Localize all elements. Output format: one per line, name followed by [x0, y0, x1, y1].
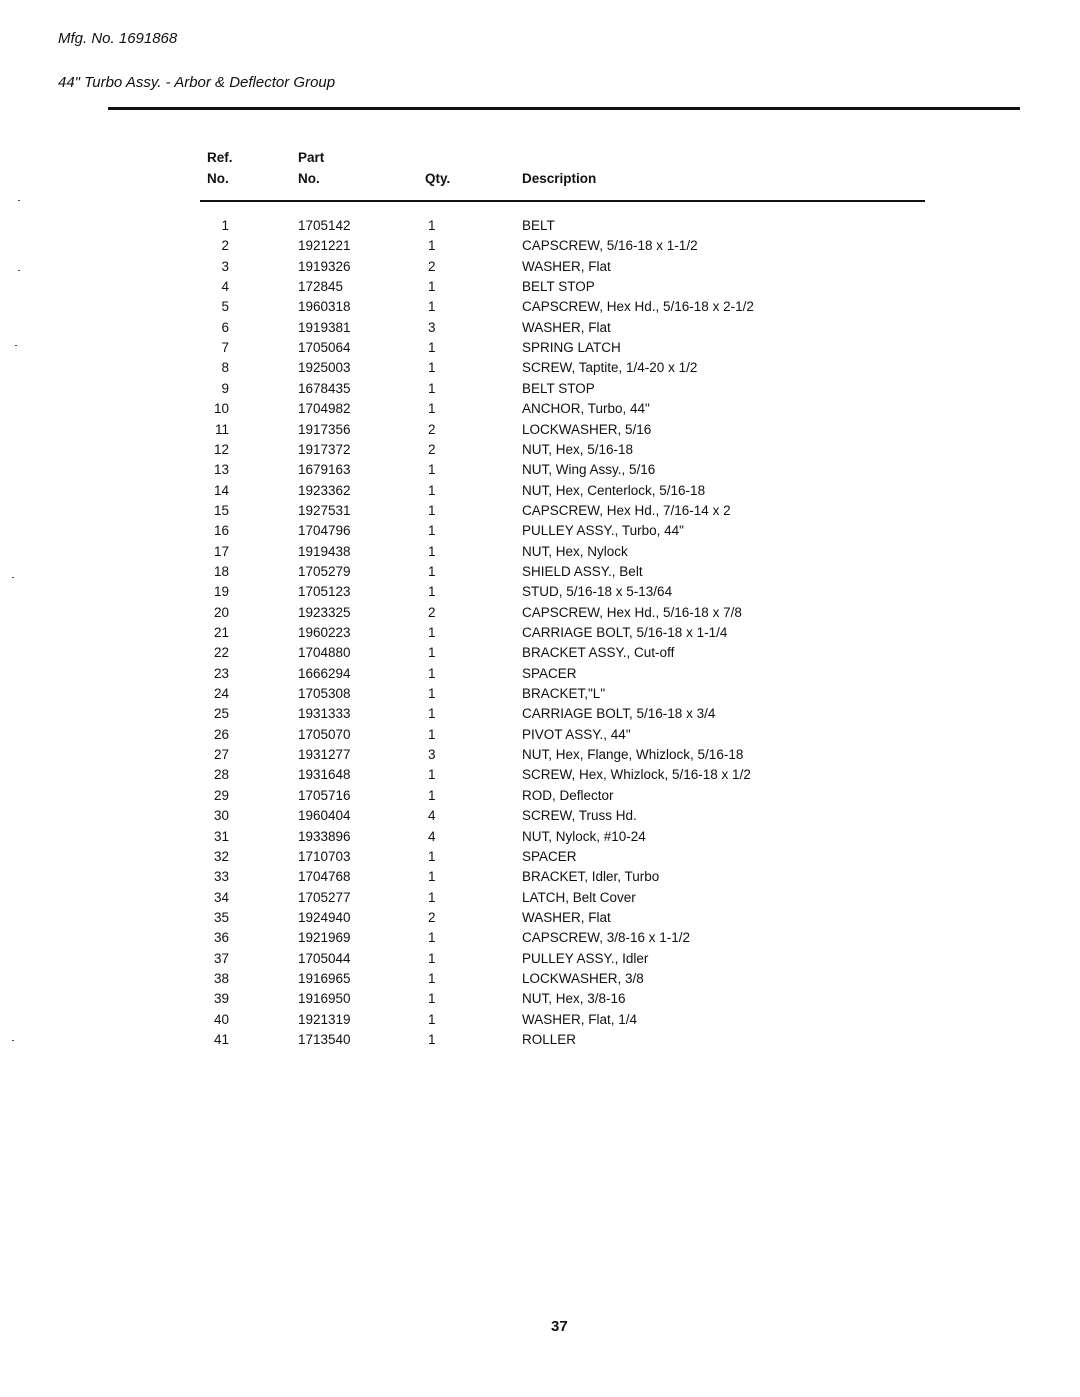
quantity: 1	[428, 584, 436, 600]
part-number: 1710703	[298, 848, 351, 864]
part-number: 1960223	[298, 625, 351, 640]
page-number: 37	[551, 1318, 568, 1335]
quantity: 1	[428, 889, 436, 905]
part-number: 1679163	[298, 462, 351, 478]
description: STUD, 5/16-18 x 5-13/64	[522, 584, 673, 600]
quantity: 2	[428, 604, 436, 620]
description: WASHER, Flat	[522, 258, 611, 274]
part-number: 1666294	[298, 665, 351, 681]
description: SCREW, Truss Hd.	[522, 808, 637, 824]
part-number: 1705142	[298, 218, 351, 233]
description: PULLEY ASSY., Turbo, 44"	[522, 523, 684, 539]
part-number: 1705277	[298, 889, 351, 905]
quantity: 1	[428, 645, 436, 661]
quantity: 1	[428, 543, 436, 559]
table-row	[0, 462, 1080, 482]
quantity: 1	[428, 950, 436, 966]
quantity: 1	[428, 930, 436, 946]
part-number: 1916950	[298, 991, 351, 1007]
quantity: 2	[428, 258, 436, 274]
scan-mark	[18, 200, 20, 201]
table-row	[0, 442, 1080, 462]
quantity: 1	[428, 726, 436, 742]
col-part-label: Part	[298, 150, 325, 165]
table-row	[0, 259, 1080, 279]
description: NUT, Wing Assy., 5/16	[522, 462, 656, 478]
table-row	[0, 808, 1080, 828]
quantity: 1	[428, 563, 436, 579]
ref-number: 10	[213, 401, 229, 417]
description: LOCKWASHER, 5/16	[522, 421, 652, 437]
quantity: 1	[428, 767, 436, 783]
scan-mark	[12, 577, 14, 578]
quantity: 1	[428, 279, 436, 295]
description: CAPSCREW, Hex Hd., 5/16-18 x 2-1/2	[522, 299, 754, 315]
part-number: 1927531	[298, 502, 351, 518]
part-number: 1933896	[298, 828, 351, 844]
quantity: 1	[428, 665, 436, 681]
ref-number: 7	[221, 340, 229, 356]
ref-number: 22	[213, 645, 229, 661]
quantity: 2	[428, 909, 436, 925]
ref-number: 25	[213, 706, 229, 722]
table-row	[0, 564, 1080, 584]
description: BRACKET ASSY., Cut-off	[522, 645, 675, 661]
quantity: 1	[428, 502, 436, 518]
part-number: 172845	[298, 279, 344, 295]
description: WASHER, Flat	[522, 319, 611, 335]
description: CAPSCREW, 3/8-16 x 1-1/2	[522, 930, 691, 946]
quantity: 4	[428, 828, 436, 844]
ref-number: 33	[213, 869, 229, 885]
description: BELT STOP	[522, 380, 595, 396]
quantity: 3	[428, 319, 436, 335]
table-row	[0, 849, 1080, 869]
part-number: 1919381	[298, 319, 351, 335]
quantity: 1	[428, 625, 436, 640]
ref-number: 26	[213, 726, 229, 742]
part-number: 1924940	[298, 909, 351, 925]
description: SHIELD ASSY., Belt	[522, 563, 643, 579]
part-number: 1704982	[298, 401, 351, 417]
ref-number: 40	[213, 1011, 229, 1027]
part-number: 1931648	[298, 767, 351, 783]
ref-number: 35	[213, 909, 229, 925]
col-qty-label: Qty.	[425, 171, 451, 186]
ref-number: 13	[213, 462, 229, 478]
ref-number: 24	[213, 686, 229, 702]
table-row	[0, 1032, 1080, 1052]
ref-number: 12	[213, 441, 229, 457]
ref-number: 19	[213, 584, 229, 600]
col-part-label-2: No.	[298, 171, 320, 186]
table-row	[0, 869, 1080, 889]
table-row	[0, 686, 1080, 706]
table-row	[0, 544, 1080, 564]
table-row	[0, 279, 1080, 299]
table-row	[0, 238, 1080, 258]
description: BRACKET, Idler, Turbo	[522, 869, 660, 885]
table-row	[0, 299, 1080, 319]
description: SCREW, Taptite, 1/4-20 x 1/2	[522, 360, 698, 376]
ref-number: 31	[213, 828, 229, 844]
part-number: 1705308	[298, 686, 351, 702]
part-number: 1704880	[298, 645, 351, 661]
table-row	[0, 930, 1080, 950]
ref-number: 5	[221, 299, 229, 315]
ref-number: 11	[214, 421, 229, 437]
quantity: 1	[428, 706, 436, 722]
description: NUT, Hex, 5/16-18	[522, 441, 634, 457]
ref-number: 15	[213, 502, 229, 518]
quantity: 1	[428, 848, 436, 864]
ref-number: 32	[213, 848, 229, 864]
part-number: 1705123	[298, 584, 351, 600]
description: BELT STOP	[522, 279, 595, 295]
col-ref-label-2: No.	[207, 171, 229, 186]
part-number: 1917372	[298, 441, 351, 457]
part-number: 1919326	[298, 258, 351, 274]
quantity: 1	[428, 1032, 436, 1047]
table-row	[0, 503, 1080, 523]
ref-number: 17	[213, 543, 229, 559]
table-row	[0, 829, 1080, 849]
description: NUT, Hex, Nylock	[522, 543, 628, 559]
description: SPACER	[522, 665, 577, 681]
table-row	[0, 523, 1080, 543]
table-row	[0, 320, 1080, 340]
ref-number: 6	[221, 319, 229, 335]
quantity: 1	[428, 970, 436, 986]
ref-number: 41	[213, 1032, 229, 1047]
scan-mark	[12, 1040, 14, 1041]
part-number: 1704768	[298, 869, 351, 885]
quantity: 1	[428, 360, 436, 376]
description: SPACER	[522, 848, 577, 864]
part-number: 1705064	[298, 340, 351, 356]
quantity: 1	[428, 686, 436, 702]
quantity: 4	[428, 808, 436, 824]
ref-number: 28	[213, 767, 229, 783]
quantity: 1	[428, 482, 436, 498]
quantity: 2	[428, 421, 436, 437]
table-row	[0, 991, 1080, 1011]
description: LATCH, Belt Cover	[522, 889, 636, 905]
ref-number: 29	[213, 787, 229, 803]
ref-number: 21	[213, 625, 229, 640]
ref-number: 1	[221, 218, 229, 233]
table-row	[0, 645, 1080, 665]
table-row	[0, 483, 1080, 503]
ref-number: 34	[213, 889, 229, 905]
scan-mark	[15, 345, 17, 346]
table-row	[0, 727, 1080, 747]
part-number: 1921969	[298, 930, 351, 946]
description: ROD, Deflector	[522, 787, 614, 803]
description: CAPSCREW, Hex Hd., 7/16-14 x 2	[522, 502, 731, 518]
table-row	[0, 767, 1080, 787]
part-number: 1917356	[298, 421, 351, 437]
description: PULLEY ASSY., Idler	[522, 950, 649, 966]
mfg-number: Mfg. No. 1691868	[58, 30, 178, 47]
ref-number: 39	[213, 991, 229, 1007]
ref-number: 8	[221, 360, 229, 376]
table-row	[0, 584, 1080, 604]
header-rule	[200, 200, 925, 202]
part-number: 1916965	[298, 970, 351, 986]
part-number: 1960404	[298, 808, 351, 824]
part-number: 1705279	[298, 563, 351, 579]
part-number: 1919438	[298, 543, 351, 559]
part-number: 1705716	[298, 787, 351, 803]
ref-number: 4	[221, 279, 229, 295]
part-number: 1921319	[298, 1011, 351, 1027]
title-rule	[108, 107, 1020, 110]
description: WASHER, Flat	[522, 909, 611, 925]
ref-number: 18	[213, 563, 229, 579]
description: NUT, Nylock, #10-24	[522, 828, 646, 844]
col-description-label: Description	[522, 171, 597, 186]
part-number: 1678435	[298, 380, 351, 396]
ref-number: 23	[213, 665, 229, 681]
part-number: 1925003	[298, 360, 351, 376]
quantity: 3	[428, 747, 436, 763]
ref-number: 14	[213, 482, 229, 498]
quantity: 1	[428, 299, 436, 315]
quantity: 1	[428, 1011, 436, 1027]
quantity: 1	[428, 462, 436, 478]
ref-number: 27	[213, 747, 229, 763]
ref-number: 38	[213, 970, 229, 986]
quantity: 1	[428, 787, 436, 803]
quantity: 1	[428, 238, 436, 254]
ref-number: 3	[221, 258, 229, 274]
quantity: 1	[428, 523, 436, 539]
quantity: 2	[428, 441, 436, 457]
description: CARRIAGE BOLT, 5/16-18 x 1-1/4	[522, 625, 728, 640]
ref-number: 9	[221, 380, 229, 396]
description: LOCKWASHER, 3/8	[522, 970, 644, 986]
part-number: 1960318	[298, 299, 351, 315]
description: ANCHOR, Turbo, 44"	[522, 401, 650, 417]
quantity: 1	[428, 340, 436, 356]
table-row	[0, 401, 1080, 421]
ref-number: 37	[213, 950, 229, 966]
table-row	[0, 788, 1080, 808]
part-number: 1923325	[298, 604, 351, 620]
part-number: 1705044	[298, 950, 351, 966]
description: BELT	[522, 218, 555, 233]
scan-mark	[18, 270, 20, 271]
table-row	[0, 971, 1080, 991]
ref-number: 36	[213, 930, 229, 946]
table-row	[0, 218, 1080, 238]
table-row	[0, 422, 1080, 442]
part-number: 1704796	[298, 523, 351, 539]
table-row	[0, 890, 1080, 910]
table-row	[0, 625, 1080, 645]
description: NUT, Hex, Flange, Whizlock, 5/16-18	[522, 747, 744, 763]
description: BRACKET,"L"	[522, 686, 606, 702]
ref-number: 2	[221, 238, 229, 254]
part-number: 1931277	[298, 747, 351, 763]
quantity: 1	[428, 218, 436, 233]
description: SCREW, Hex, Whizlock, 5/16-18 x 1/2	[522, 767, 751, 783]
quantity: 1	[428, 401, 436, 417]
quantity: 1	[428, 869, 436, 885]
section-title: 44" Turbo Assy. - Arbor & Deflector Group	[58, 74, 336, 91]
description: WASHER, Flat, 1/4	[522, 1011, 638, 1027]
description: PIVOT ASSY., 44"	[522, 726, 631, 742]
description: ROLLER	[522, 1032, 577, 1047]
description: CARRIAGE BOLT, 5/16-18 x 3/4	[522, 706, 716, 722]
part-number: 1923362	[298, 482, 351, 498]
table-row	[0, 747, 1080, 767]
table-row	[0, 605, 1080, 625]
table-row	[0, 1012, 1080, 1032]
ref-number: 20	[213, 604, 229, 620]
part-number: 1713540	[298, 1032, 351, 1047]
part-number: 1705070	[298, 726, 351, 742]
ref-number: 16	[213, 523, 229, 539]
description: CAPSCREW, Hex Hd., 5/16-18 x 7/8	[522, 604, 742, 620]
table-row	[0, 910, 1080, 930]
description: NUT, Hex, Centerlock, 5/16-18	[522, 482, 706, 498]
description: SPRING LATCH	[522, 340, 621, 356]
part-number: 1931333	[298, 706, 351, 722]
quantity: 1	[428, 380, 436, 396]
table-row	[0, 340, 1080, 360]
part-number: 1921221	[298, 238, 351, 254]
col-ref-label: Ref.	[207, 150, 233, 165]
quantity: 1	[428, 991, 436, 1007]
description: CAPSCREW, 5/16-18 x 1-1/2	[522, 238, 698, 254]
description: NUT, Hex, 3/8-16	[522, 991, 626, 1007]
table-row	[0, 666, 1080, 686]
table-row	[0, 381, 1080, 401]
table-row	[0, 706, 1080, 726]
ref-number: 30	[213, 808, 229, 824]
table-row	[0, 360, 1080, 380]
table-row	[0, 951, 1080, 971]
